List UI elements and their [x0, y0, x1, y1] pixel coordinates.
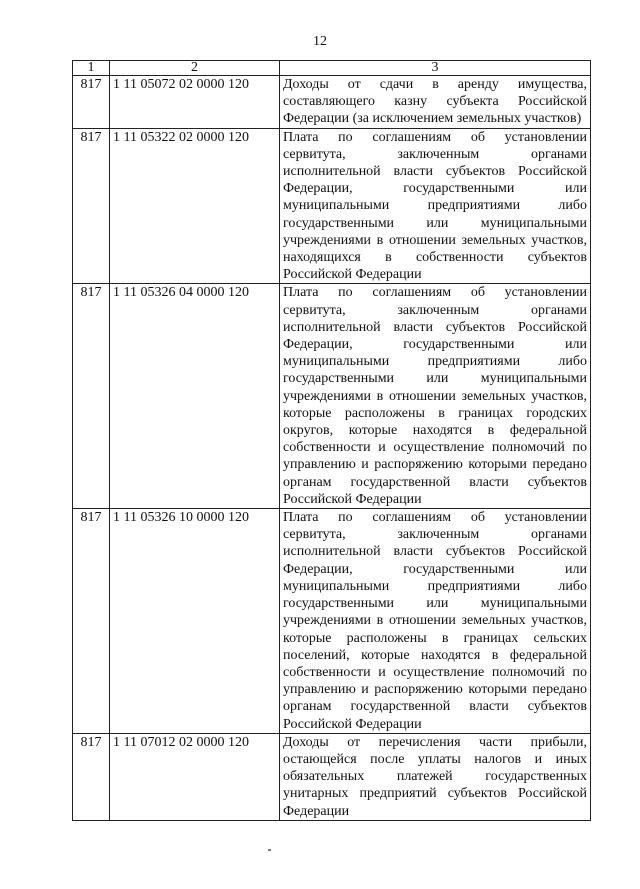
table-row [73, 733, 591, 820]
admin-code-cell: 817 [73, 284, 110, 509]
table-row [73, 76, 591, 129]
revenue-code-cell: 1 11 05322 02 0000 120 [110, 128, 280, 284]
admin-code-cell: 817 [73, 76, 110, 129]
revenue-description-cell: Плата по соглашениям об установлении сервитута, заключенным органами исполнительной власти субъектов Российской Федерации, государственными или муниципальными предприятиями либо государственными или муниципальными учреждениями в отношении земельных участков, которые расположены в границах сельских поселений, которые находятся в федеральной собственности и осуществление полномочий по управлению и распоряжению которыми передано органам государственной власти субъектов Российской Федерации [280, 509, 591, 734]
revenue-code-cell: 1 11 07012 02 0000 120 [110, 733, 280, 820]
admin-code-cell: 817 [73, 509, 110, 734]
table-body [73, 76, 591, 821]
admin-code-cell: 817 [73, 733, 110, 820]
revenue-code-cell: 1 11 05072 02 0000 120 [110, 76, 280, 129]
revenue-description-cell: Плата по соглашениям об установлении сервитута, заключенным органами исполнительной власти субъектов Российской Федерации, государственными или муниципальными предприятиями либо государственными или муниципальными учреждениями в отношении земельных участков, которые расположены в границах городских округов, которые находятся в федеральной собственности и осуществление полномочий по управлению и распоряжению которыми передано органам государственной власти субъектов Российской Федерации [280, 284, 591, 509]
table-row [73, 128, 591, 284]
revenue-code-cell: 1 11 05326 04 0000 120 [110, 284, 280, 509]
table-header [73, 61, 591, 76]
revenue-code-cell: 1 11 05326 10 0000 120 [110, 509, 280, 734]
revenue-codes-table [72, 60, 591, 821]
admin-code-cell: 817 [73, 128, 110, 284]
table-row [73, 509, 591, 734]
header-row [73, 61, 591, 76]
column-header-2: 2 [110, 61, 280, 76]
column-header-1: 1 [73, 61, 110, 76]
page-number: 12 [313, 34, 327, 49]
revenue-description-cell: Плата по соглашениям об установлении сервитута, заключенным органами исполнительной власти субъектов Российской Федерации, государственными или муниципальными предприятиями либо государственными или муниципальными учреждениями в отношении земельных участков, находящихся в собственности субъектов Российской Федерации [280, 128, 591, 284]
column-header-3: 3 [280, 61, 591, 76]
revenue-description-cell: Доходы от сдачи в аренду имущества, составляющего казну субъекта Российской Федерации (за исключением земельных участков) [280, 76, 591, 129]
revenue-description-cell: Доходы от перечисления части прибыли, остающейся после уплаты налогов и иных обязательных платежей государственных унитарных предприятий субъектов Российской Федерации [280, 733, 591, 820]
table-row [73, 284, 591, 509]
scan-speck [268, 849, 271, 851]
